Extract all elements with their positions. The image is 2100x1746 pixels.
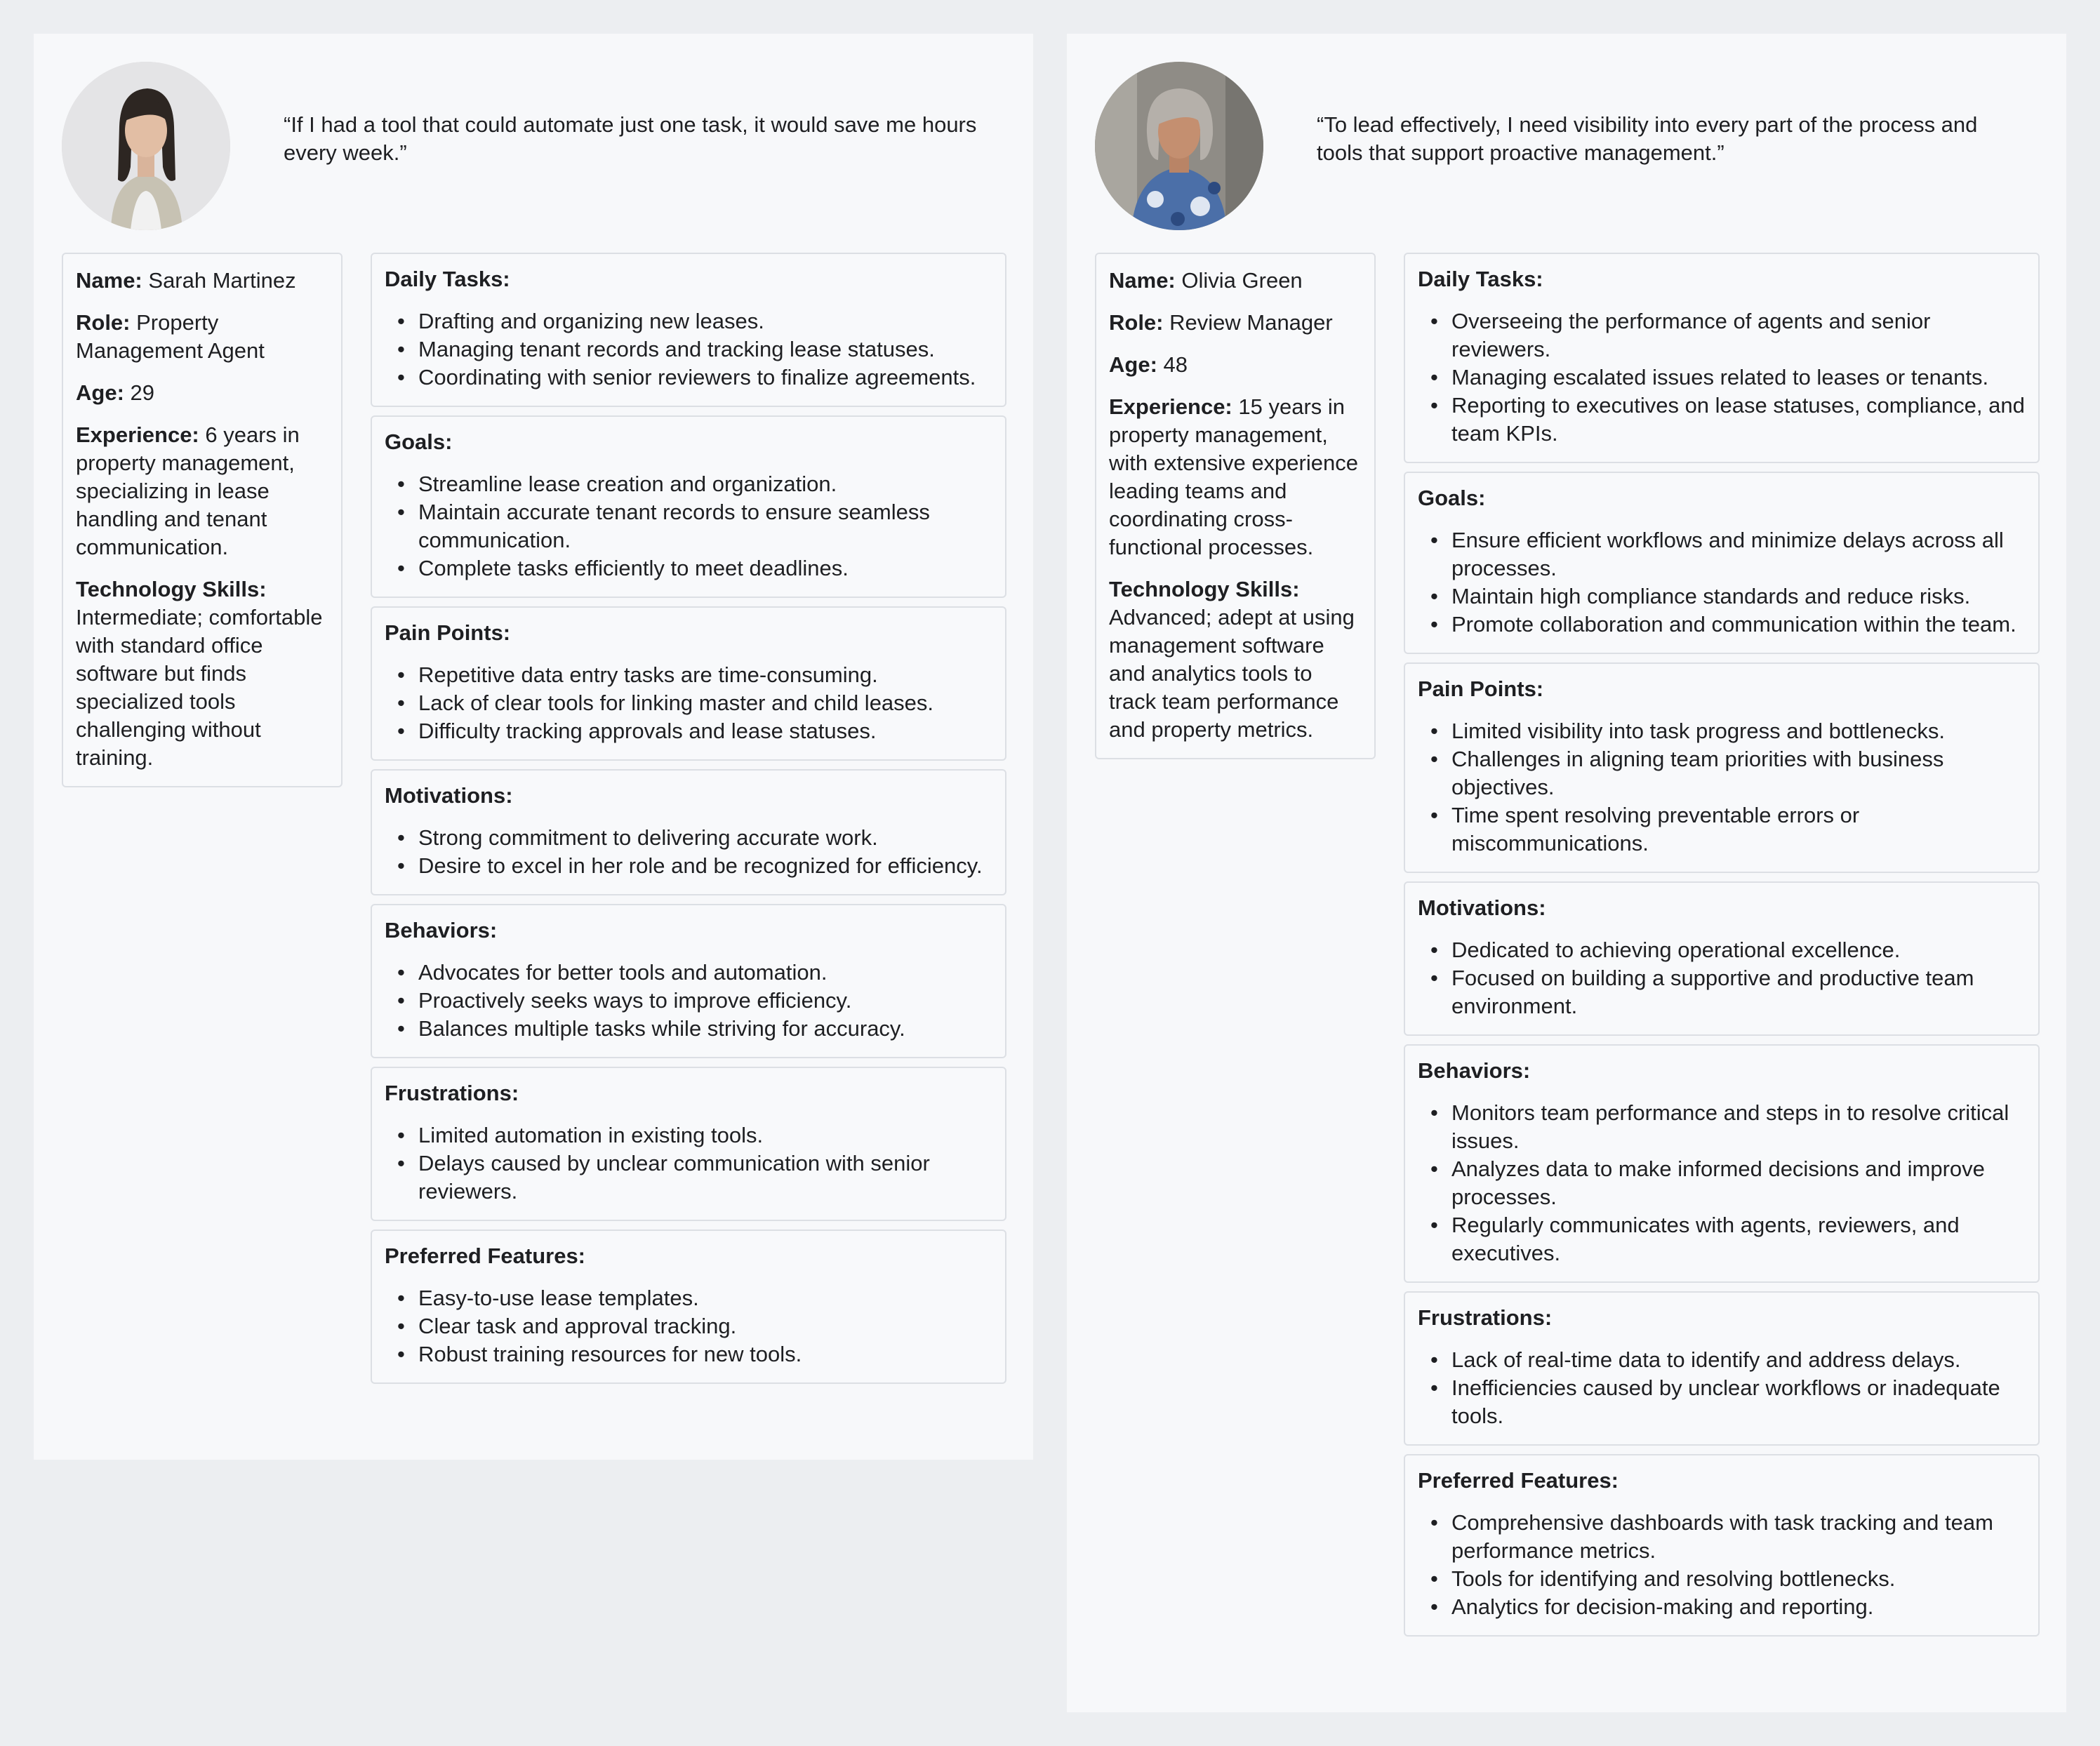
bullet-list xyxy=(385,470,992,582)
list-item: • Robust training resources for new tools. xyxy=(385,1340,992,1368)
list-item: • Managing tenant records and tracking lease statuses. xyxy=(385,335,992,364)
section-title: Pain Points: xyxy=(1418,677,1544,701)
age-value: 29 xyxy=(130,380,154,405)
list-item: • Challenges in aligning team priorities with business objectives. xyxy=(1418,745,2026,801)
list-item: • Promote collaboration and communication within the team. xyxy=(1418,611,2026,639)
list-item: • Maintain accurate tenant records to ensure seamless communication. xyxy=(385,498,992,554)
section-title: Behaviors: xyxy=(385,918,498,942)
list-item: • Lack of real-time data to identify and address delays. xyxy=(1418,1346,2026,1374)
bullet-list xyxy=(385,1284,992,1368)
bullet-list xyxy=(385,959,992,1043)
profile-info-card xyxy=(62,253,343,787)
section-title: Preferred Features: xyxy=(1418,1468,1619,1493)
section-title: Goals: xyxy=(385,429,453,454)
list-item: • Analytics for decision-making and reporting. xyxy=(1418,1593,2026,1621)
age-field xyxy=(76,379,328,407)
role-label: Role: xyxy=(1109,310,1164,335)
age-field xyxy=(1109,351,1362,379)
skills-field xyxy=(1109,575,1362,744)
name-field xyxy=(1109,267,1362,295)
profile-info-card xyxy=(1095,253,1376,759)
section-behaviors xyxy=(371,904,1006,1058)
name-label: Name: xyxy=(76,268,142,293)
name-label: Name: xyxy=(1109,268,1176,293)
experience-label: Experience: xyxy=(1109,394,1232,419)
section-daily-tasks xyxy=(1404,253,2040,463)
skills-field xyxy=(76,575,328,772)
bullet-list xyxy=(385,661,992,745)
name-value: Olivia Green xyxy=(1181,268,1303,293)
name-field xyxy=(76,267,328,295)
list-item: • Time spent resolving preventable errors or miscommunications. xyxy=(1418,801,2026,858)
list-item: • Dedicated to achieving operational excellence. xyxy=(1418,936,2026,964)
list-item: • Maintain high compliance standards and reduce risks. xyxy=(1418,582,2026,611)
list-item: • Focused on building a supportive and productive team environment. xyxy=(1418,964,2026,1020)
section-goals xyxy=(371,415,1006,598)
bullet-list xyxy=(1418,1099,2026,1267)
list-item: • Tools for identifying and resolving bottlenecks. xyxy=(1418,1565,2026,1593)
section-title: Frustrations: xyxy=(1418,1305,1553,1330)
bullet-list xyxy=(385,307,992,392)
section-title: Motivations: xyxy=(385,783,513,808)
list-item: • Coordinating with senior reviewers to finalize agreements. xyxy=(385,364,992,392)
section-preferred-features xyxy=(1404,1454,2040,1637)
section-frustrations xyxy=(1404,1291,2040,1446)
list-item: • Reporting to executives on lease statuses, compliance, and team KPIs. xyxy=(1418,392,2026,448)
portrait-photo xyxy=(62,62,230,230)
section-daily-tasks xyxy=(371,253,1006,407)
skills-label: Technology Skills: xyxy=(1109,577,1300,601)
bullet-list xyxy=(1418,1509,2026,1621)
list-item: • Analyzes data to make informed decisions and improve processes. xyxy=(1418,1155,2026,1211)
list-item: • Streamline lease creation and organization. xyxy=(385,470,992,498)
experience-value: 6 years in property management, specializing in lease handling and tenant communication. xyxy=(76,422,300,559)
list-item: • Delays caused by unclear communication with senior reviewers. xyxy=(385,1149,992,1206)
experience-value: 15 years in property management, with extensive experience leading teams and coordinating cross-functional processes. xyxy=(1109,394,1358,559)
list-item: • Limited automation in existing tools. xyxy=(385,1121,992,1149)
bullet-list xyxy=(1418,936,2026,1020)
role-value: Property Management Agent xyxy=(76,310,265,363)
experience-label: Experience: xyxy=(76,422,199,447)
section-goals xyxy=(1404,472,2040,654)
list-item: • Lack of clear tools for linking master and child leases. xyxy=(385,689,992,717)
list-item: • Regularly communicates with agents, reviewers, and executives. xyxy=(1418,1211,2026,1267)
bullet-list xyxy=(385,824,992,880)
skills-value: Intermediate; comfortable with standard office software but finds specialized tools challenging without training. xyxy=(76,605,323,770)
persona-sections xyxy=(1404,253,2040,1645)
list-item: • Clear task and approval tracking. xyxy=(385,1312,992,1340)
list-item: • Difficulty tracking approvals and lease statuses. xyxy=(385,717,992,745)
section-title: Goals: xyxy=(1418,486,1486,510)
section-title: Preferred Features: xyxy=(385,1244,586,1268)
section-motivations xyxy=(1404,881,2040,1036)
avatar xyxy=(62,62,230,230)
list-item: • Advocates for better tools and automation. xyxy=(385,959,992,987)
section-pain-points xyxy=(1404,662,2040,873)
list-item: • Proactively seeks ways to improve efficiency. xyxy=(385,987,992,1015)
avatar xyxy=(1095,62,1263,230)
section-behaviors xyxy=(1404,1044,2040,1283)
portrait-photo xyxy=(1095,62,1263,230)
list-item: • Complete tasks efficiently to meet deadlines. xyxy=(385,554,992,582)
bullet-list xyxy=(1418,1346,2026,1430)
persona-quote: “If I had a tool that could automate just one task, it would save me hours every week.” xyxy=(284,112,977,165)
list-item: • Monitors team performance and steps in to resolve critical issues. xyxy=(1418,1099,2026,1155)
list-item: • Easy-to-use lease templates. xyxy=(385,1284,992,1312)
experience-field xyxy=(1109,393,1362,561)
persona-sections xyxy=(371,253,1006,1392)
list-item: • Inefficiencies caused by unclear workflows or inadequate tools. xyxy=(1418,1374,2026,1430)
list-item: • Managing escalated issues related to leases or tenants. xyxy=(1418,364,2026,392)
list-item: • Overseeing the performance of agents and senior reviewers. xyxy=(1418,307,2026,364)
section-frustrations xyxy=(371,1067,1006,1221)
list-item: • Comprehensive dashboards with task tracking and team performance metrics. xyxy=(1418,1509,2026,1565)
section-title: Daily Tasks: xyxy=(1418,267,1543,291)
experience-field xyxy=(76,421,328,561)
role-field xyxy=(76,309,328,365)
section-title: Daily Tasks: xyxy=(385,267,510,291)
list-item: • Drafting and organizing new leases. xyxy=(385,307,992,335)
age-label: Age: xyxy=(1109,352,1157,377)
bullet-list xyxy=(1418,526,2026,639)
section-motivations xyxy=(371,769,1006,895)
age-value: 48 xyxy=(1163,352,1188,377)
list-item: • Limited visibility into task progress and bottlenecks. xyxy=(1418,717,2026,745)
section-title: Behaviors: xyxy=(1418,1058,1531,1083)
section-pain-points xyxy=(371,606,1006,761)
list-item: • Ensure efficient workflows and minimize delays across all processes. xyxy=(1418,526,2026,582)
skills-value: Advanced; adept at using management software and analytics tools to track team performance and property metrics. xyxy=(1109,605,1355,742)
role-label: Role: xyxy=(76,310,131,335)
role-value: Review Manager xyxy=(1169,310,1333,335)
skills-label: Technology Skills: xyxy=(76,577,267,601)
section-title: Motivations: xyxy=(1418,895,1546,920)
persona-quote: “To lead effectively, I need visibility into every part of the process and tools that support proactive management.” xyxy=(1317,112,1978,165)
list-item: • Repetitive data entry tasks are time-consuming. xyxy=(385,661,992,689)
persona-card-sarah xyxy=(34,34,1033,1460)
bullet-list xyxy=(1418,717,2026,858)
list-item: • Desire to excel in her role and be recognized for efficiency. xyxy=(385,852,992,880)
role-field xyxy=(1109,309,1362,337)
age-label: Age: xyxy=(76,380,124,405)
section-title: Frustrations: xyxy=(385,1081,519,1105)
name-value: Sarah Martinez xyxy=(148,268,296,293)
section-preferred-features xyxy=(371,1229,1006,1384)
list-item: • Balances multiple tasks while striving for accuracy. xyxy=(385,1015,992,1043)
bullet-list xyxy=(385,1121,992,1206)
bullet-list xyxy=(1418,307,2026,448)
section-title: Pain Points: xyxy=(385,620,511,645)
list-item: • Strong commitment to delivering accurate work. xyxy=(385,824,992,852)
persona-card-olivia xyxy=(1067,34,2066,1712)
